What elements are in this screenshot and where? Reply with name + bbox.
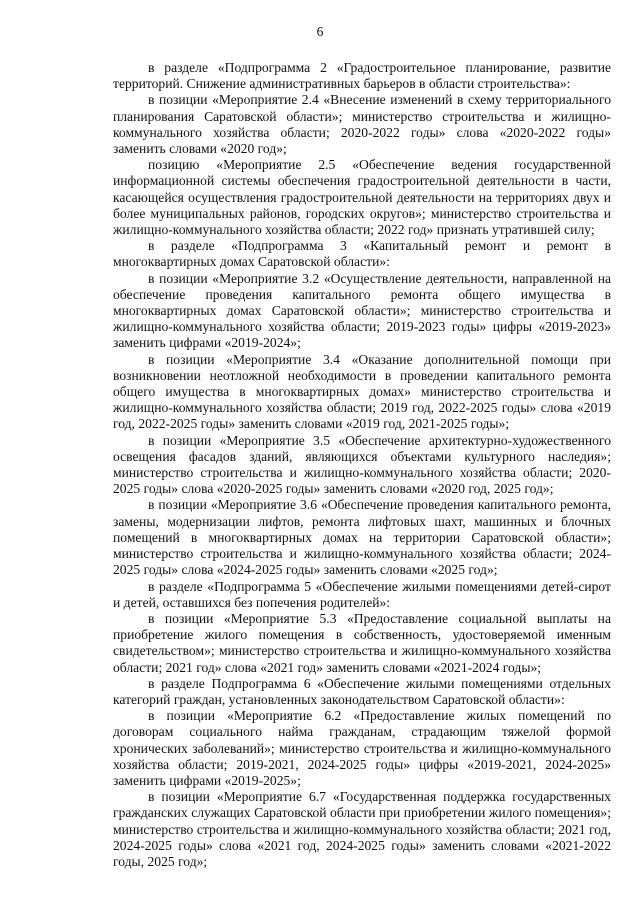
paragraph: в позиции «Мероприятие 5.3 «Предоставление социальной выплаты на приобретение жилого помещения в собственность, удостоверяемой именным свидетельством»; министерство строительства и жилищно-коммунального хозяйства области; 2021 год» слова «2021 год» заменить словами «2021-2024 годы»;: [113, 610, 611, 675]
paragraph: в позиции «Мероприятие 3.4 «Оказание дополнительной помощи при возникновении неотложной необходимости в проведении капитального ремонта общего имущества в многоквартирных домах» министерство строительства и жилищно-коммунального хозяйства области; 2019 год, 2022-2025 годы» слова «2019 год, 2022-2025 годы» заменить словами «2019 год, 2021-2025 годы»;: [113, 351, 611, 432]
paragraph: в позиции «Мероприятие 3.2 «Осуществление деятельности, направленной на обеспечение проведения капитального ремонта общего имущества в многоквартирных домах Саратовской области»; министерство строительства и жилищно-коммунального хозяйства области; 2019-2023 годы» цифры «2019-2023» заменить цифрами «2019-2024»;: [113, 270, 611, 351]
document-body: [113, 60, 611, 870]
page-number: 6: [316, 24, 324, 39]
paragraph: в разделе «Подпрограмма 3 «Капитальный ремонт и ремонт в многоквартирных домах Саратовской области»:: [113, 238, 611, 270]
paragraph: позицию «Мероприятие 2.5 «Обеспечение ведения государственной информационной системы обеспечения градостроительной деятельности в части, касающейся осуществления градостроительной деятельности на территориях двух и более муниципальных районов, городских округов»; министерство строительства и жилищно-коммунального хозяйства области; 2022 год» признать утратившей силу;: [113, 157, 611, 238]
paragraph: в позиции «Мероприятие 2.4 «Внесение изменений в схему территориального планирования Саратовской области»; министерство строительства и жилищно-коммунального хозяйства области; 2020-2022 годы» слова «2020-2022 годы» заменить словами «2020 год»;: [113, 92, 611, 157]
paragraph: в разделе «Подпрограмма 5 «Обеспечение жилыми помещениями детей-сирот и детей, оставшихся без попечения родителей»:: [113, 578, 611, 610]
paragraph: в разделе Подпрограмма 6 «Обеспечение жилыми помещениями отдельных категорий граждан, установленных законодательством Саратовской области»:: [113, 675, 611, 707]
paragraph: в позиции «Мероприятие 6.2 «Предоставление жилых помещений по договорам социального найма гражданам, страдающим тяжелой формой хронических заболеваний»; министерство строительства и жилищно-коммунального хозяйства области; 2019-2021, 2024-2025 годы» цифры «2019-2021, 2024-2025» заменить цифрами «2019-2025»;: [113, 708, 611, 788]
paragraph: в позиции «Мероприятие 6.7 «Государственная поддержка государственных гражданских служащих Саратовской области при приобретении жилого помещения»; министерство строительства и жилищно-коммунального хозяйства области; 2021 год, 2024-2025 годы» слова «2021 год, 2024-2025 годы» заменить словами «2021-2022 годы, 2025 год»;: [113, 789, 611, 869]
paragraph: в позиции «Мероприятие 3.5 «Обеспечение архитектурно-художественного освещения фасадов зданий, являющихся объектами культурного наследия»; министерство строительства и жилищно-коммунального хозяйства области; 2020-2025 годы» слова «2020-2025 годы» заменить словами «2020 год, 2025 год»;: [113, 432, 611, 497]
paragraph: в разделе «Подпрограмма 2 «Градостроительное планирование, развитие территорий. Снижение административных барьеров в области строительства»:: [113, 60, 611, 92]
paragraph: в позиции «Мероприятие 3.6 «Обеспечение проведения капитального ремонта, замены, модернизации лифтов, ремонта лифтовых шахт, машинных и блочных помещений в многоквартирных домах на территории Саратовской области»; министерство строительства и жилищно-коммунального хозяйства области; 2024-2025 годы» слова «2024-2025 годы» заменить словами «2025 год»;: [113, 497, 611, 578]
